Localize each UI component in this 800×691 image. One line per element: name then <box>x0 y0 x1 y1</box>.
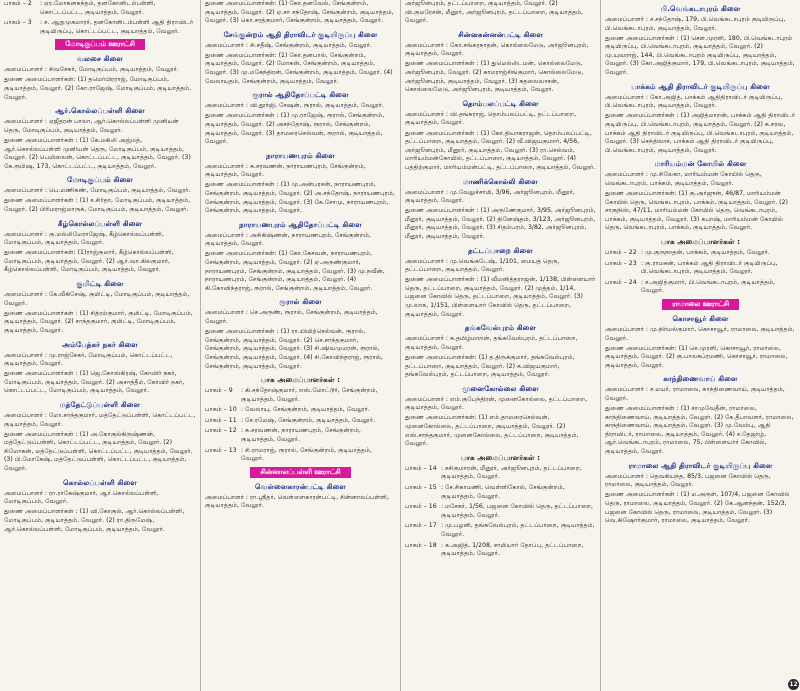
deputy-organizers: துணை அமைப்பாளர்கள் : (1) கே.மகிலி அஜ்மத், ஆர்.கொல்லப்பள்ளி முனியன் தெரு, மோடிகுப்பம், குடியாத்தம், வேலூர். (2) பெமிலைன், கொட்டப்பட்ட, குடியாத்தம், வேலூர். (3) கே.ரூபிஷ, 173, கொட்டப்பட்ட, குடியாத்தம், வேலூர். <box>4 136 191 170</box>
branch-section <box>605 461 796 526</box>
branch-section <box>605 82 796 156</box>
deputy-organizers: துணை அமைப்பாளர்கள் : (1) மு.அன்பரசன், நாராயணபுரம், சேங்குன்றம், குடியாத்தம், வேலூர். (2) அ.சந்தோஷ், நாராயணபுரம், சேங்குன்றம், குடியாத்தம், வேலூர். (3) கே.சோமு, நாராயணபுரம், சேங்குன்றம், குடியாத்தம், வேலூர். <box>205 181 395 215</box>
deputy-organizers: துணை அமைப்பாளர்கள் : (1) சாமுவேதீன், ராமாலை, காந்திணைவாய், குடியாத்தம், வேலூர். (2) கே.தீபாவளர், ராமாலை, காந்திணைவாய், குடியாத்தம், வேலூர். (3) மு.வேம்பு, ஆதி திராவிடர், ராமாலை, குடியாத்தம், வேலூர். (4) ச.தேஜாழ், ஆர்.வெங்கடாபுரம், ராமாலை, 75, பிள்ளையார் கோவில், குடியாத்தம், வேலூர். <box>605 405 794 456</box>
organizer-line: அமைப்பாளர் : அசிகிஷ்ணன், நாராயணபுரம், சேங்குன்றம், குடியாத்தம், வேலூர். <box>205 231 371 248</box>
branch-heading: ஆர்.கொல்லப்பள்ளி கிளை <box>55 106 145 116</box>
booth-row: பாகம் – 23 : கு.ராமகன், பாக்கம் ஆதி திராவிடர் குடியிருப்பு, பி.வெங்கடாபுரம், குடியாத்தம், வேலூர். <box>605 259 778 276</box>
branch-heading: கொசாவூர் கிளை <box>672 313 729 323</box>
deputy-organizers: துணை அமைப்பாளர்கள் : (1) கோ.தியாகராஜன், தொம்பலப்பட்டி, தட்டப்பாறை, குடியாத்தம், வேலூர். (2) வீ.விஜயகுமார், 4/56, அர்ஜூனபுரம், மீனூர், குடியாத்தம், வேலூர். (3) ரா.செல்வம், மாரியம்மன்கோயில், தட்டப்பாறை, குடியாத்தம், வேலூர். (4) பத்திற்குமார், மாரியம்மன்பட்டி, தட்டப்பாறை, குடியாத்தம், வேலூர். <box>405 129 596 171</box>
branch-heading: ரூரால் ஆதிதோப்பட்டி கிளை <box>252 90 349 100</box>
branch-heading: ராமாலை ஆதி திராவிடர் குடியிருப்பு கிளை <box>628 460 773 470</box>
organizer-line: அமைப்பாளர் : ஏஜீதரன் பாலா, ஆர்.கொல்லப்பள்ளி முனியன் தெரு, மோடிகுப்பம், குடியாத்தம், வேலூர். <box>4 118 179 134</box>
branch-section <box>205 151 396 216</box>
panchayat-banner: சின்னாலப்பள்ளி ஊராட்சி <box>250 467 350 478</box>
branch-heading: சின்னகன்னன்பட்டி கிளை <box>458 29 543 39</box>
booth-row: பாகம் – 12 : சு.சரவணன், நாராயணபுரம், சேங்குன்றம், குடியாத்தம், வேலூர். <box>205 427 361 444</box>
branch-heading: கொல்லப்பள்ளி கிளை <box>63 477 137 487</box>
organizer-line: அமைப்பாளர் : சு.சரவணன், நாராயணபுரம், சேங்குன்றம், குடியாத்தம், வேலூர். <box>205 162 366 179</box>
branch-heading: நாராயணபுரம் ஆதிதோப்பட்டி கிளை <box>239 219 362 229</box>
organizer-line: அமைப்பாளர் : எம்.குபேந்திரன், முனைகோல்லை, தட்டப்பாறை, குடியாத்தம், வேலூர். <box>405 395 588 412</box>
deputy-organizers: துணை அமைப்பாளர்கள் : (1) ரா.யியிற்செல்வன், ரூரால், சேங்குன்றம், குடியாத்தம், வேலூர். (2) செ.சாந்தகுமார், சேங்குன்றம், குடியாத்தம், வேலூர். (3) சி.ஷிவமுமரன், ரூரால், சேங்குன்றம், குடியாத்தம், வேலூர். (4) சி.கோவிந்தராஜ், ரூரால், சேங்குன்றம், குடியாத்தம், வேலூர். <box>205 328 383 370</box>
deputy-organizers: துணை அமைப்பாளர்கள் : (1) துமெல்லிடமன், கொல்லைமேடு, அர்ஜூனபுரம், வேலூர். (2) காமராஜ்சிங்குமார், கொல்லைமேடு, அர்ஜூனபுரம், குடியாத்தம், வேலூர். (3) சுதலைவாசன், கொல்லைமேடு, அர்ஜூனபுரம், குடியாத்தம், வேலூர். <box>405 60 584 94</box>
branch-section <box>405 30 596 95</box>
booth-heading: பாக அமைப்பாளர்கள் : <box>660 236 741 246</box>
branch-heading: மோடிகுப்பம் கிளை <box>67 175 133 185</box>
branch-heading: மத்தேட்டுப்பள்ளி கிளை <box>59 400 141 409</box>
branch-heading: பி.வெங்கடாபுரம் கிளை <box>660 4 741 13</box>
page-number-badge: 12 <box>789 681 798 688</box>
branch-section <box>405 384 596 449</box>
organizer-line: அமைப்பாளர் : மோ.சாந்தகுமார், மத்தேட்டுப்பள்ளி, கொட்டப்பட்ட, குடியாத்தம், வேலூர். <box>4 412 196 428</box>
branch-heading: சேங்குன்றம் ஆதி திராவிடர் குடியிருப்பு கிளை <box>223 29 378 39</box>
branch-section <box>4 340 196 396</box>
organizer-line: அமைப்பாளர் : கோ.சங்கரநாதன், கொல்லைமேடு, அர்ஜூனபுரம், குடியாத்தம், வேலூர். <box>405 41 589 58</box>
branch-heading: ரூரால் கிளை <box>279 297 322 307</box>
organizer-line: அமைப்பாளர் : மு.நிர்மல்குமார், கொசாவூர், ராமாலை, குடியாத்தம், வேலூர். <box>605 325 795 342</box>
continued-text <box>405 0 596 26</box>
branch-section <box>605 374 796 456</box>
booth-row: பாகம் – 11 : சே.ரமேஷ், சேங்குன்றம், குடியாத்தம், வேலூர். <box>205 416 376 424</box>
branch-section <box>205 482 396 511</box>
deputy-organizers: துணை அமைப்பாளர்கள் : (1) சௌ.முரளி, 180, பி.வெங்கடாபுரம் குடியிருப்பு, பி.வெங்கடாபுரம், குடியாத்தம், வேலூர். (2) மு.யுவராஜ், 144, பி.வெங்கடாபுரம் குடியிருப்பு, குடியாத்தம், வேலூர். (3) கோ.அஜித்குமார், 179, பி.வெங்கடாபுரம், குடியாத்தம், வேலூர். <box>605 34 795 77</box>
branch-section <box>605 159 796 233</box>
branch-section <box>4 279 196 335</box>
booth-row: பாகம் – 18 : க.அஜித், 1/208, சாமியார் தோப்பு, தட்டப்பாறை, குடியாத்தம், வேலூர். <box>405 541 584 558</box>
booth-row: பாகம் – 9 : கி.சந்தோஷ்குமார், எஸ்.மோட்டூர், சேங்குன்றம், குடியாத்தம், வேலூர். <box>205 387 378 403</box>
branch-section <box>405 99 596 173</box>
organizer-line: அமைப்பாளர் : செ.அருண், ரூரால், சேங்குன்றம், குடியாத்தம், வேலூர். <box>205 309 378 326</box>
booth-row: பாகம் – 14 : சசிகுமாரன், மீனூர், அர்ஜூனபுரம், தட்டப்பாறை, குடியாத்தம், வேலூர். <box>405 464 582 481</box>
booth-row: பாகம் – 17 : மு.பழனி, தங்கவேல்புரம், தட்டப்பாறை, குடியாத்தம், வேலூர். <box>405 522 595 538</box>
booth-row: பாகம் – 22 : மு.குருநாதன், பாக்கம், குடியாத்தம், வேலூர். <box>605 248 770 256</box>
booth-row: பாகம் – 3 : ச. ஆறுமுகமாரர், தனகோனிடம்பள்ளி ஆதி திராவிடர் குடியிருப்பு, கொட்டப்பட்ட, குடியாத்தம், வேலூர். <box>4 19 194 35</box>
branch-heading: வெள்ளைகாரன்பட்டி கிளை <box>255 481 346 491</box>
booth-row: பாகம் – 15 : சே.சிகாமணி, வெள்ளிகோல், சேங்குன்றம், குடியாத்தம், வேலூர். <box>405 483 565 500</box>
booth-heading: பாக அமைப்பாளர்கள் : <box>260 375 341 385</box>
organizer-line: அமைப்பாளர் : சு.தமிழ்மாறன், தங்கவேல்புரம், தட்டப்பாறை, குடியாத்தம், வேலூர். <box>405 335 578 351</box>
organizer-line: அமைப்பாளர் : ச.சந்தோஷ், 179, பி.வெங்கடாபுரம் குடியிருப்பு, பி.வெங்கடாபுரம், குடியாத்தம், வேலூர். <box>605 16 786 32</box>
organizer-line: அமைப்பாளர் : மு.வேலுச்சாமி, 3/96, அர்ஜூனபுரம், மீனூர், குடியாத்தம், வேலூர். <box>405 188 575 205</box>
deputy-organizers: துணை அமைப்பாளர்கள்: (1) கோ.கேசவன், நாராயணபுரம், சேங்குன்றம், குடியாத்தம், வேலூர். (2) ஏ.அருண்குமார், நாராயணபுரம், சேங்குன்றம், குடியாத்தம், வேலூர். (3) மு.நவீன், நாராயணபுரம், சேங்குன்றம், குடியாத்தம், வேலூர். (4) கி.கோவிந்தராஜ், ரூரால், சேங்குன்றம், குடியாத்தம், வேலூர். <box>205 250 385 292</box>
booth-row: பாகம் – 13 : சி.ராமராஜ், ரூரால், சேங்குன்றம், குடியாத்தம், வேலூர். <box>205 446 372 463</box>
branch-section <box>4 219 196 275</box>
deputy-organizers: துணை அமைப்பாளர்கள்: (1) தமெர்பிரராஜ், மோடிகுப்பம், குடியாத்தம், வேலூர். (2) கோ.ராஜேஷ், மோடிகுப்பம், குடியாத்தம், வேலூர். <box>4 76 192 101</box>
branch-section <box>205 297 396 371</box>
branch-section <box>205 220 396 294</box>
branch-section <box>405 177 596 242</box>
branch-heading: தட்டப்பாறை கிளை <box>468 245 533 255</box>
deputy-organizers: துணை அமைப்பாளர்கள் : (1) ச.சிர்தா, மோடிகுப்பம், குடியாத்தம், வேலூர். (2) பிரிமராஜ்மாருக், மோடிகுப்பம், குடியாத்தம், வேலூர். <box>4 197 191 213</box>
organizer-line: அமைப்பாளர் : ரா.ராகேஷ்குமார், ஆர்.கொல்லப்பள்ளி, மோடிகுப்பம், வேலூர். <box>4 489 159 506</box>
organizer-line: அமைப்பாளர் : மு.வெங்கடேஷ், 1/101, மையத் தெரு, தட்டப்பாறை, குடியாத்தம், வேலூர். <box>405 257 560 274</box>
column-4 <box>600 0 800 691</box>
organizer-line: அமைப்பாளர் : கோ.அஜித், பாக்கம் ஆதிதிராவிடர் குடியிருப்பு, பி.வெங்கடாபுரம், குடியாத்தம், வேலூர். <box>605 93 783 110</box>
booth-heading: பாக அமைப்பாளர்கள் : <box>460 452 541 462</box>
branch-heading: தொம்பலப்பட்டி கிளை <box>462 98 539 108</box>
organizer-line: அமைப்பாளர் : சிவசேகர், மோடிகுப்பம், குடியாத்தம், வேலூர். <box>4 66 179 74</box>
panchayat-banner: மோடிகுப்பம் ஊராட்சி <box>55 39 145 50</box>
branch-heading: பாக்கம் ஆதி திராவிடர் குடியிருப்பு கிளை <box>631 81 770 91</box>
branch-heading: முனைகோல்லை கிளை <box>462 383 539 393</box>
branch-heading: குமிட்டி கிளை <box>76 279 124 289</box>
organizer-line: அமைப்பாளர் : கே.வீகிசேஷ், குமிட்டி, மோடிகுப்பம், குடியாத்தம், வேலூர். <box>4 291 190 307</box>
deputy-organizers: துணை அமைப்பாளர்கள்: (1) கோ.தனவேல், சேங்குன்றம், குடியாத்தம், வேலூர். (2) ஏ.சா சந்தோஷ், சேங்குன்றம், குடியாத்தம், வேலூர். (3) கொ.சரத்குமார், சேங்குன்றம், குடியாத்தம், வேலூர். <box>205 0 394 25</box>
organizer-line: அமைப்பாளர் : ரா.ஸ்ரீதர், வெள்ளைகாரன்பட்டி, சின்னாலப்பள்ளி, குடியாத்தம், வேலூர். <box>205 493 389 510</box>
deputy-organizers: துணை அமைப்பாளர்கள் : (1) அஜித்மாறன், பாக்கம் ஆதி திராவிடர் குடியிருப்பு, பி.வெங்கடாபுரம், குடியாத்தம், வேலூர். (2) சு.சரவ, பாக்கம் ஆதி திராவிடர் குடியிருப்பு, பி.வெங்கடாபுரம், குடியாத்தம், வேலூர். (3) செந்திலாச், பாக்கம் ஆதி திராவிடர் குடியிருப்பு, பி.வெங்கடாபுரம், குடியாத்தம், வேலூர். <box>605 112 796 154</box>
deputy-organizers: துணை அமைப்பாளர்கள்: (1) த.திருக்குமார், தங்கவேல்புரம், தட்டப்பாறை, குடியாத்தம், வேலூர். (2) சு.விஜயகுமார், தங்கவேல்புரம், தட்டப்பாறை, குடியாத்தம், வேலூர். <box>405 353 575 379</box>
branch-heading: தங்கவேல்புரம் கிளை <box>464 323 537 333</box>
branch-section <box>605 4 796 78</box>
branch-section <box>4 54 196 102</box>
branch-section <box>405 246 596 320</box>
branch-section <box>405 323 596 379</box>
organizer-line: அமைப்பாளர் : வி.தூர்ஜி, சேஷன், ரூரால், குடியாத்தம், வேலூர். <box>205 102 384 110</box>
organizer-line: அமைப்பாளர் : தெவகியந்த, 85/3, பஜனை கோவில் தெரு, ராமாலை, குடியாத்தம், வேலூர். <box>605 472 771 489</box>
branch-section <box>205 90 396 146</box>
branch-heading: மாணிக்கொல்லி கிளை <box>463 176 538 186</box>
booth-row: பாகம் – 16 : மசேகர், 1/56, பஜனை கோவில் தெரு, தட்டப்பாறை, குடியாத்தம், வேலூர். <box>405 503 593 519</box>
branch-section <box>4 175 196 214</box>
organizer-line: அமைப்பாளர் : மு.சிலேகா, மாரியம்மன் கோயில் தெரு, வெங்கடாபுரம், பாக்கம், குடியாத்தம், வேலூர். <box>605 171 762 187</box>
branch-section <box>605 314 796 370</box>
deputy-organizers: துணை அமைப்பாளர்கள் : (1) வீமனித்தராஜன், 1/138, பிள்ளையார் தெரு, தட்டப்பாறை, குடியாத்தம், வேலூர். (2) முத்தம், 1/14, பஜனை கோவில் தெரு, தட்டப்பாறை, குடியாத்தம், வேலூர். (3) மு.லாசு, 1/151, பிள்ளையார் கோவில் தெரு, தட்டப்பாறை, குடியாத்தம், வேலூர். <box>405 276 596 318</box>
booth-row: பாகம் – 2 : ஏர.மோகனசுந்தம், தனகோனிடம்பள்ளி, கொட்டப்பட்ட, குடியாத்தம், வேலூர். <box>4 0 156 16</box>
branch-heading: வலசை கிளை <box>77 54 123 64</box>
deputy-organizers: துணை அமைப்பாளர்கள்: (1) கோ.தனபால், சேங்குன்றம், குடியாத்தம், வேலூர். (2) மோகன், சேங்குன்றம், குடியாத்தம், வேலூர். (3) மு.மகேந்திரன், சேங்குன்றம், குடியாத்தம், வேலூர். (4) வேலாயுதம், சேங்குன்றம், குடியாத்தம், வேலூர். <box>205 51 393 85</box>
column-3 <box>400 0 600 691</box>
branch-heading: காந்திணைவாய் கிளை <box>663 374 738 384</box>
deputy-organizers: துணை அமைப்பாளர்கள் : (1) அருணேகுமார், 3/95, அர்ஜூனபுரம், மீனூர், குடியாத்தம், வேலூர். (2) தினேஷ்தம், 3/123, அர்ஜூனபுரம், மீனூர், குடியாத்தம், வேலூர். (3) சிதம்பரம், 3/82, அர்ஜூனபுரம், மீனூர், குடியாத்தம், வேலூர். <box>405 207 596 240</box>
organizer-line: அமைப்பாளர் : கு.மல்லிமேராஜேஷ், கீழ்கொல்லப்பள்ளி, மோடிகுப்பம், குடியாத்தம், வேலூர். <box>4 230 164 247</box>
branch-heading: நாராயணபுரம் கிளை <box>266 150 335 160</box>
organizer-line: அமைப்பாளர் : பெ.மணிகண், மோடிகுப்பம், குடியாத்தம், வேலூர். <box>4 187 191 195</box>
branch-section <box>4 400 196 474</box>
deputy-organizers: துணை அமைப்பாளர்கள்: (1) செ.முரளி, கொசாவூர், ராமாலை, குடியாத்தம், வேலூர். (2) கு.பாலசுப்ரமணி, கொசாவூர், ராமாலை, குடியாத்தம், வேலூர். <box>605 344 788 369</box>
organizer-line: அமைப்பாளர் : ச.மயர், ராமாலை, காந்திணைவாய், குடியாத்தம், வேலூர். <box>605 386 785 402</box>
deputy-organizers: துணை அமைப்பாளர்கள் : (1) அ.கோகுல்கிருஷ்ணன், மத்தேட்டுப்பள்ளி, கொட்டப்பட்ட, குடியாத்தம், வேலூர். (2) சிமோகன், மத்தேட்டுப்பள்ளி, கொட்டப்பட்ட, குடியாத்தம், வேலூர். (3) பி.மோகேஷ், மத்தேட்டுப்பள்ளி, கொட்டப்பட்ட, குடியாத்தம், வேலூர். <box>4 430 193 473</box>
deputy-organizers: அர்ஜூனபுரம், தட்டப்பாறை, குடியாத்தம், வேலூர். (2) வி.குமரேசன், மீனூர், அர்ஜூனபுரம், தட்டப்பாறை, குடியாத்தம், வேலூர். <box>405 0 584 25</box>
booth-row: பாகம் – 10 : வேலாயு, சேங்குன்றம், குடியாத்தம், வேலூர். <box>205 406 370 414</box>
column-2 <box>200 0 400 691</box>
continued-text <box>205 0 396 26</box>
deputy-organizers: துணை அமைப்பாளர்கள்: (1) எம்.தாமரைசெல்வன், முனைகோல்லை, தட்டப்பாறை, குடியாத்தம், வேலூர். (2) எஸ்.சாந்தகுமார், முனைகோல்லை, தட்டப்பாறை, குடியாத்தம், வேலூர். <box>405 414 579 448</box>
deputy-organizers: துணை அமைப்பாளர்கள் : (1) வி.கோகுல், ஆர்.கொல்லப்பள்ளி, மோடிகுப்பம், குடியாத்தம், வேலூர். (2) ரா.திருமேஷ், ஆர்.கொல்லப்பள்ளி, மோடிகுப்பம், குடியாத்தம், வேலூர். <box>4 508 185 533</box>
branch-section <box>4 478 196 534</box>
deputy-organizers: துணை அமைப்பாளர்கள் : (1) ஜெ.கோஸ்கிரஷ், கோவிர் நகர், மோடிகுப்பம், குடியாத்தம், வேலூர். (2) அசாத்தீம், கோவிர் நகர், கொட்டப்பட்ட, மோடிகுப்பம், குடியாத்தம், வேலூர். <box>4 370 185 395</box>
branch-heading: கீழ்கொல்லப்பள்ளி கிளை <box>57 218 143 228</box>
panchayat-banner: ராமாலை ஊராட்சி <box>662 299 739 310</box>
deputy-organizers: துணை அமைப்பாளர்கள்: (1) கு.அர்ஜுன், 46/87, மாரியம்மன் கோயில் தெரு, வெங்கடாபுரம், பாக்கம், குடியாத்தம், வேலூர். (2) சாகுநிஸ், 47/11, மாரியம்மன் கோயில் தெரு, வெங்கடாபுரம், பாக்கம், குடியாத்தம், வேலூர். (3) சுபாஷ், மாரியம்மன் கோயில் தெரு, வெங்கடாபுரம், பாக்கம், குடியாத்தம், வேலூர். <box>605 190 788 232</box>
branch-section <box>4 106 196 171</box>
organizer-line: அமைப்பாளர் : சி.சதீஷ், சேங்குன்றம், குடியாத்தம், வேலூர். <box>205 41 372 49</box>
deputy-organizers: துணை அமைப்பாளர்கள் : (1) ம.அருள், 107/4, பஜனை கோவில் தெரு, ராமாலை, குடியாத்தம், வேலூர். (2) கே.ஆனந்தன், 152/3, பஜனை கோவில் தெரு, ராமாலை, குடியாத்தம், வேலூர். (3) வெ.கிஷோர்குமார், ராமாலை, குடியாத்தம், வேலூர். <box>605 491 790 525</box>
deputy-organizers: துணை அமைப்பாளர்கள் : (1) சித்ரம்குமார், குமிட்டி, மோடிகுப்பம், குடியாத்தம், வேலூர். (2) சாந்தகுமார், குமிட்டி, மோடிகுப்பம், குடியாத்தம், வேலூர். <box>4 309 193 334</box>
deputy-organizers: துணை அமைப்பாளர்கள்: (1)ராஜ்குமார், கீழ்கொல்லப்பள்ளி, மோடிகுப்பம், குடியாத்தம், வேலூர். (2) ஆர்.வா.கிலகுமார், கீழ்கொல்லப்பள்ளி, மோடிகுப்பம், குடியாத்தம், வேலூர். <box>4 249 174 274</box>
branch-heading: அம்பேத்கர் நகர் கிளை <box>62 339 138 349</box>
branch-heading: மாரியம்மன் கோயில் கிளை <box>654 159 747 169</box>
organizer-line: அமைப்பாளர் : வி.தங்கராஜ், தொம்பலப்பட்டி, தட்டப்பாறை, குடியாத்தம், வேலூர். <box>405 110 577 127</box>
deputy-organizers: துணை அமைப்பாளர்கள் : (1) மு.ராஜேஷ், ரூரால், சேங்குன்றம், குடியாத்தம், வேலூர். (2) அசந்தோஷ், ரூரால், சேங்குன்றம், குடியாத்தம், வேலூர். (3) தாமரைசெல்வன், ரூரால், குடியாத்தம், வேலூர். <box>205 112 385 146</box>
organizer-line: அமைப்பாளர் : மு.ராஜ்சேகர், மோடிகுப்பம், கொட்டப்பட்ட, குடியாத்தம், வேலூர். <box>4 351 173 368</box>
column-1 <box>0 0 200 691</box>
branch-section <box>205 30 396 86</box>
booth-row: பாகம் – 24 : ச.அஜித்குமார், பி.வெங்கடாபுரம், குடியாத்தம், வேலூர். <box>605 278 776 295</box>
